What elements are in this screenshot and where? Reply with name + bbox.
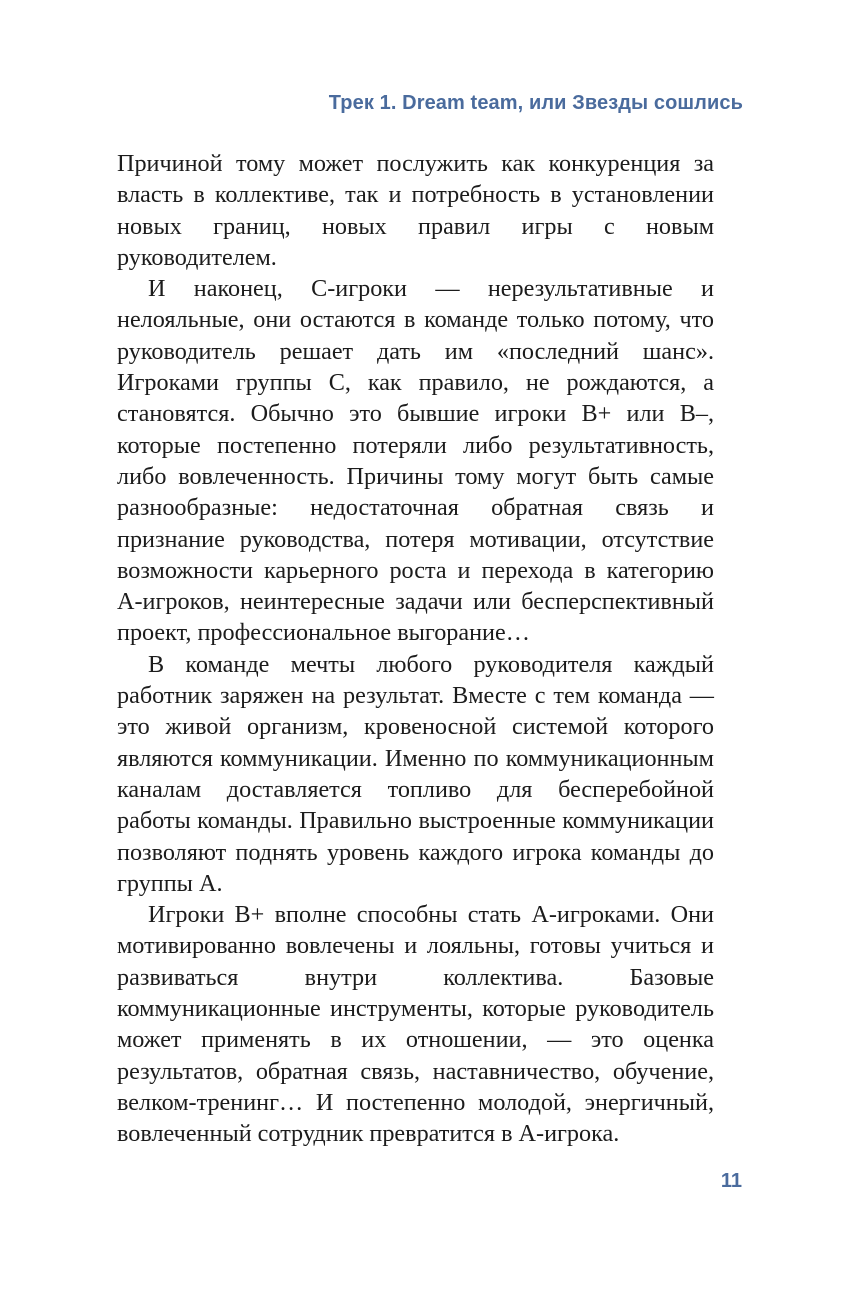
page-number: 11 xyxy=(720,1170,742,1192)
paragraph-2: И наконец, С-игроки — нерезультативные и нелояльные, они остаются в команде только потому, что руководитель решает дать им «последний шанс». Игроками группы С, как правило, не рождаются, а становятся. Обычно это бывшие игроки В+ или В–, которые постепенно потеряли либо результативность, либо вовлеченность. Причины тому могут быть самые разнообразные: недостаточная обратная связь и признание руководства, потеря мотивации, отсутствие возможности карьерного роста и перехода в категорию А-игроков, неинтересные задачи или бесперспективный проект, профессиональное выгорание… xyxy=(117,275,714,647)
paragraph-4: Игроки В+ вполне способны стать А-игроками. Они мотивированно вовлечены и лояльны, готовы учиться и развиваться внутри коллектива. Базовые коммуникационные инструменты, которые руководитель может применять в их отношении, — это оценка результатов, обратная связь, наставничество, обучение, велком-тренинг… И постепенно молодой, энергичный, вовлеченный сотрудник превратится в А-игрока. xyxy=(117,901,714,1148)
paragraph-1: Причиной тому может послужить как конкуренция за власть в коллективе, так и потребность в установлении новых границ, новых правил игры с новым руководителем. xyxy=(117,150,714,271)
paragraph-3: В команде мечты любого руководителя каждый работник заряжен на результат. Вместе с тем команда — это живой организм, кровеносной системой которого являются коммуникации. Именно по коммуникационным каналам доставляется топливо для бесперебойной работы команды. Правильно выстроенные коммуникации позволяют поднять уровень каждого игрока команды до группы А. xyxy=(117,650,714,897)
running-header: Трек 1. Dream team, или Звезды сошлись xyxy=(328,92,743,114)
body-text xyxy=(117,148,714,1150)
